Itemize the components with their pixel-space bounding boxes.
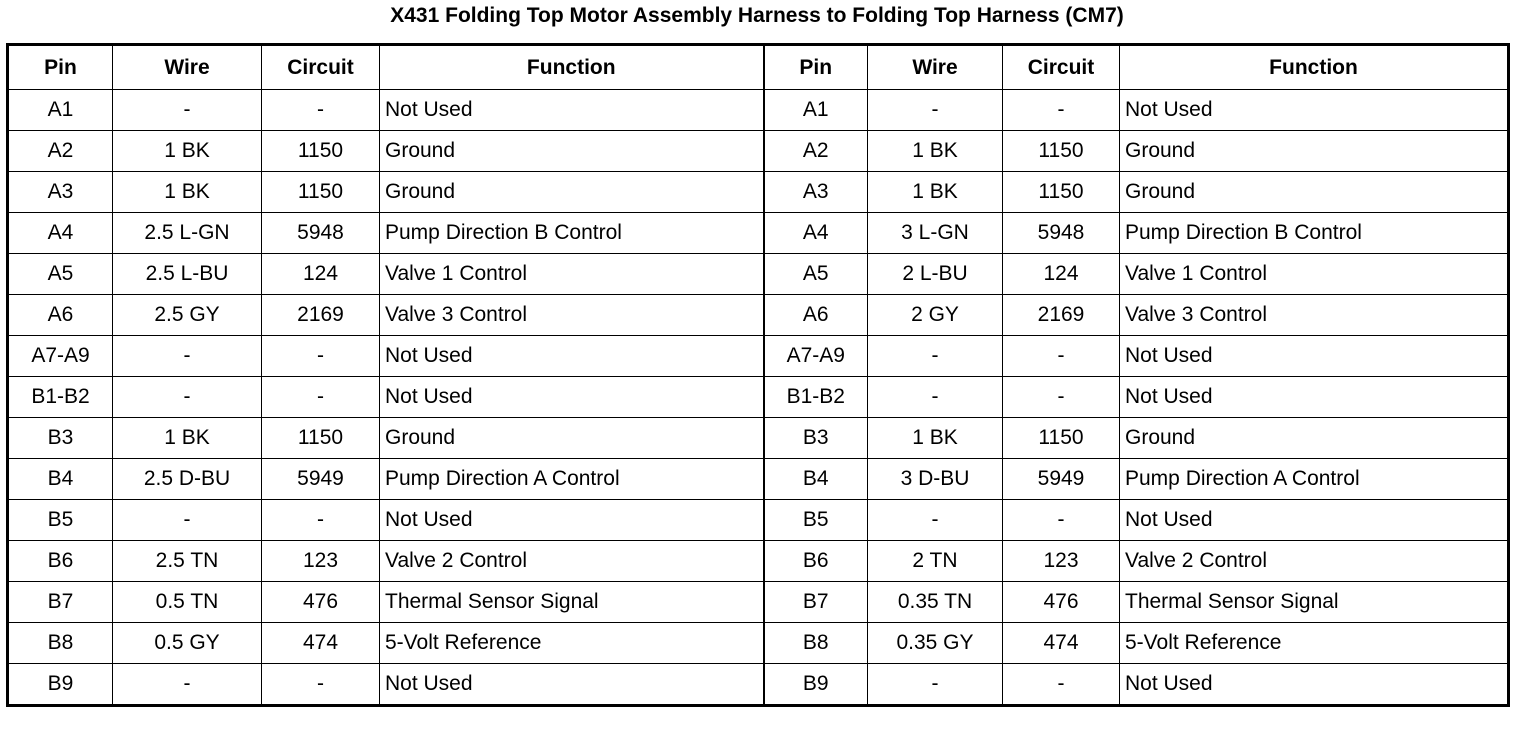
circuit-cell: - xyxy=(262,377,380,418)
pin-cell: A6 xyxy=(8,295,113,336)
pin-cell: B4 xyxy=(8,459,113,500)
pin-cell: A1 xyxy=(764,90,868,131)
wire-cell: 3 L-GN xyxy=(868,213,1003,254)
circuit-cell: 1150 xyxy=(1003,131,1120,172)
pin-cell: B5 xyxy=(8,500,113,541)
pin-cell: B8 xyxy=(764,623,868,664)
circuit-cell: - xyxy=(1003,90,1120,131)
circuit-cell: 1150 xyxy=(262,131,380,172)
pin-cell: A3 xyxy=(8,172,113,213)
function-cell: Pump Direction A Control xyxy=(1120,459,1509,500)
function-cell: 5-Volt Reference xyxy=(1120,623,1509,664)
pin-cell: B5 xyxy=(764,500,868,541)
wire-cell: - xyxy=(868,336,1003,377)
function-cell: Not Used xyxy=(1120,500,1509,541)
circuit-cell: 123 xyxy=(262,541,380,582)
circuit-cell: 474 xyxy=(262,623,380,664)
pin-cell: A4 xyxy=(764,213,868,254)
wire-cell: - xyxy=(868,500,1003,541)
function-cell: Pump Direction B Control xyxy=(380,213,764,254)
table-row xyxy=(8,172,1509,213)
circuit-cell: - xyxy=(1003,336,1120,377)
wire-cell: 2.5 D-BU xyxy=(113,459,262,500)
table-row xyxy=(8,582,1509,623)
wire-cell: - xyxy=(113,90,262,131)
pin-cell: B1-B2 xyxy=(8,377,113,418)
pin-cell: A2 xyxy=(764,131,868,172)
circuit-cell: 124 xyxy=(1003,254,1120,295)
pin-cell: A1 xyxy=(8,90,113,131)
circuit-cell: 474 xyxy=(1003,623,1120,664)
circuit-cell: 124 xyxy=(262,254,380,295)
circuit-cell: 5948 xyxy=(1003,213,1120,254)
circuit-cell: - xyxy=(1003,500,1120,541)
header-circuit: Circuit xyxy=(1003,45,1120,90)
function-cell: Pump Direction A Control xyxy=(380,459,764,500)
header-wire: Wire xyxy=(868,45,1003,90)
table-row xyxy=(8,295,1509,336)
circuit-cell: - xyxy=(1003,664,1120,706)
pin-cell: B6 xyxy=(764,541,868,582)
table-row xyxy=(8,377,1509,418)
function-cell: Thermal Sensor Signal xyxy=(380,582,764,623)
table-row xyxy=(8,459,1509,500)
function-cell: Valve 1 Control xyxy=(380,254,764,295)
wire-cell: - xyxy=(113,377,262,418)
pin-cell: B3 xyxy=(8,418,113,459)
function-cell: Valve 2 Control xyxy=(1120,541,1509,582)
pin-cell: B6 xyxy=(8,541,113,582)
table-header-row xyxy=(8,45,1509,90)
circuit-cell: 476 xyxy=(262,582,380,623)
function-cell: Not Used xyxy=(380,377,764,418)
wire-cell: 1 BK xyxy=(113,131,262,172)
connector-pinout-table xyxy=(6,43,1510,707)
pin-cell: A4 xyxy=(8,213,113,254)
wire-cell: 2.5 L-BU xyxy=(113,254,262,295)
wire-cell: - xyxy=(113,500,262,541)
pin-cell: A5 xyxy=(764,254,868,295)
function-cell: 5-Volt Reference xyxy=(380,623,764,664)
table-row xyxy=(8,623,1509,664)
table-row xyxy=(8,213,1509,254)
function-cell: Valve 2 Control xyxy=(380,541,764,582)
circuit-cell: - xyxy=(262,90,380,131)
circuit-cell: 1150 xyxy=(262,418,380,459)
pin-cell: B9 xyxy=(8,664,113,706)
wire-cell: 1 BK xyxy=(113,418,262,459)
function-cell: Not Used xyxy=(1120,90,1509,131)
header-circuit: Circuit xyxy=(262,45,380,90)
wire-cell: 0.35 TN xyxy=(868,582,1003,623)
wire-cell: 2 L-BU xyxy=(868,254,1003,295)
function-cell: Ground xyxy=(380,172,764,213)
wire-cell: 1 BK xyxy=(868,172,1003,213)
table-row xyxy=(8,541,1509,582)
wire-cell: - xyxy=(868,377,1003,418)
wire-cell: 0.35 GY xyxy=(868,623,1003,664)
wire-cell: 1 BK xyxy=(868,418,1003,459)
header-wire: Wire xyxy=(113,45,262,90)
function-cell: Thermal Sensor Signal xyxy=(1120,582,1509,623)
circuit-cell: 1150 xyxy=(1003,418,1120,459)
pin-cell: A3 xyxy=(764,172,868,213)
wire-cell: - xyxy=(113,664,262,706)
table-row xyxy=(8,336,1509,377)
header-pin: Pin xyxy=(764,45,868,90)
circuit-cell: - xyxy=(262,664,380,706)
wire-cell: 3 D-BU xyxy=(868,459,1003,500)
pin-cell: A5 xyxy=(8,254,113,295)
wire-cell: 1 BK xyxy=(113,172,262,213)
circuit-cell: 2169 xyxy=(262,295,380,336)
pin-cell: B4 xyxy=(764,459,868,500)
page-title: X431 Folding Top Motor Assembly Harness to Folding Top Harness (CM7) xyxy=(390,4,1124,27)
wire-cell: - xyxy=(868,664,1003,706)
pin-cell: B7 xyxy=(764,582,868,623)
function-cell: Ground xyxy=(1120,131,1509,172)
function-cell: Valve 3 Control xyxy=(1120,295,1509,336)
function-cell: Pump Direction B Control xyxy=(1120,213,1509,254)
header-function: Function xyxy=(380,45,764,90)
pin-cell: B3 xyxy=(764,418,868,459)
function-cell: Ground xyxy=(380,131,764,172)
function-cell: Not Used xyxy=(380,90,764,131)
header-function: Function xyxy=(1120,45,1509,90)
wire-cell: 2 GY xyxy=(868,295,1003,336)
table-row xyxy=(8,500,1509,541)
pin-cell: B1-B2 xyxy=(764,377,868,418)
function-cell: Ground xyxy=(1120,172,1509,213)
function-cell: Not Used xyxy=(380,664,764,706)
circuit-cell: - xyxy=(1003,377,1120,418)
pin-cell: B9 xyxy=(764,664,868,706)
circuit-cell: 1150 xyxy=(1003,172,1120,213)
circuit-cell: 2169 xyxy=(1003,295,1120,336)
function-cell: Ground xyxy=(380,418,764,459)
circuit-cell: 5949 xyxy=(1003,459,1120,500)
circuit-cell: - xyxy=(262,500,380,541)
function-cell: Not Used xyxy=(380,336,764,377)
function-cell: Ground xyxy=(1120,418,1509,459)
pin-cell: B7 xyxy=(8,582,113,623)
pin-cell: A7-A9 xyxy=(764,336,868,377)
wire-cell: - xyxy=(868,90,1003,131)
circuit-cell: 476 xyxy=(1003,582,1120,623)
pin-cell: A7-A9 xyxy=(8,336,113,377)
wire-cell: 2.5 L-GN xyxy=(113,213,262,254)
circuit-cell: - xyxy=(262,336,380,377)
table-body xyxy=(8,90,1509,706)
wire-cell: 2 TN xyxy=(868,541,1003,582)
table-row xyxy=(8,418,1509,459)
circuit-cell: 5948 xyxy=(262,213,380,254)
wire-cell: 1 BK xyxy=(868,131,1003,172)
function-cell: Not Used xyxy=(1120,664,1509,706)
function-cell: Not Used xyxy=(1120,336,1509,377)
wire-cell: 0.5 GY xyxy=(113,623,262,664)
pin-cell: A2 xyxy=(8,131,113,172)
pin-cell: A6 xyxy=(764,295,868,336)
function-cell: Not Used xyxy=(1120,377,1509,418)
function-cell: Valve 1 Control xyxy=(1120,254,1509,295)
header-pin: Pin xyxy=(8,45,113,90)
table-row xyxy=(8,131,1509,172)
table-row xyxy=(8,254,1509,295)
wire-cell: 2.5 TN xyxy=(113,541,262,582)
table-row xyxy=(8,90,1509,131)
function-cell: Valve 3 Control xyxy=(380,295,764,336)
table-row xyxy=(8,664,1509,706)
circuit-cell: 1150 xyxy=(262,172,380,213)
wire-cell: 2.5 GY xyxy=(113,295,262,336)
wire-cell: - xyxy=(113,336,262,377)
wire-cell: 0.5 TN xyxy=(113,582,262,623)
circuit-cell: 123 xyxy=(1003,541,1120,582)
pin-cell: B8 xyxy=(8,623,113,664)
function-cell: Not Used xyxy=(380,500,764,541)
circuit-cell: 5949 xyxy=(262,459,380,500)
